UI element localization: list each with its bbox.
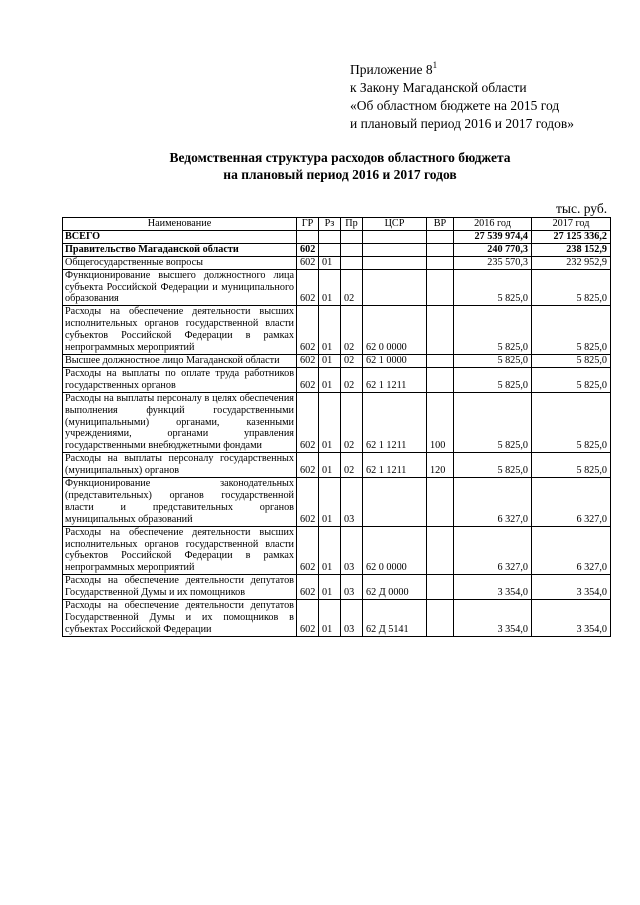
cell-2017: 5 825,0 — [532, 269, 611, 306]
cell-gr: 602 — [297, 600, 319, 637]
cell-rz: 01 — [319, 575, 341, 600]
cell-rz: 01 — [319, 392, 341, 453]
table-row — [63, 478, 611, 527]
cell-2016: 3 354,0 — [454, 600, 532, 637]
table-row — [63, 230, 611, 243]
budget-table — [62, 217, 611, 637]
cell-gr: 602 — [297, 354, 319, 367]
header-gr: ГР — [297, 218, 319, 231]
cell-pr: 02 — [341, 367, 363, 392]
cell-gr: 602 — [297, 269, 319, 306]
header-csr: ЦСР — [363, 218, 427, 231]
cell-csr: 62 0 0000 — [363, 306, 427, 355]
cell-gr: 602 — [297, 453, 319, 478]
cell-2017: 6 327,0 — [532, 478, 611, 527]
table-body — [63, 230, 611, 636]
table-row — [63, 526, 611, 575]
cell-csr: 62 1 1211 — [363, 392, 427, 453]
cell-2017: 5 825,0 — [532, 306, 611, 355]
cell-csr: 62 0 0000 — [363, 526, 427, 575]
table-row — [63, 306, 611, 355]
cell-2016: 27 539 974,4 — [454, 230, 532, 243]
cell-2017: 5 825,0 — [532, 392, 611, 453]
cell-vr — [427, 230, 454, 243]
cell-name: Расходы на обеспечение деятельности высших исполнительных органов государственной власти субъектов Российской Федерации в рамках непрограммных мероприятий — [63, 306, 297, 355]
annex-header — [350, 61, 574, 133]
table-row — [63, 575, 611, 600]
document-title-line-1: Ведомственная структура расходов областного бюджета — [169, 150, 511, 165]
cell-pr: 02 — [341, 269, 363, 306]
cell-rz: 01 — [319, 269, 341, 306]
cell-rz: 01 — [319, 478, 341, 527]
cell-pr: 03 — [341, 478, 363, 527]
table-row — [63, 269, 611, 306]
cell-csr — [363, 269, 427, 306]
cell-rz: 01 — [319, 526, 341, 575]
cell-vr — [427, 575, 454, 600]
cell-vr — [427, 367, 454, 392]
cell-2017: 3 354,0 — [532, 600, 611, 637]
cell-2017: 5 825,0 — [532, 367, 611, 392]
annex-law-title-line: «Об областном бюджете на 2015 год — [350, 98, 560, 113]
header-pr: Пр — [341, 218, 363, 231]
cell-vr — [427, 526, 454, 575]
cell-pr: 03 — [341, 600, 363, 637]
cell-rz: 01 — [319, 256, 341, 269]
cell-2016: 3 354,0 — [454, 575, 532, 600]
cell-2016: 6 327,0 — [454, 478, 532, 527]
cell-2017: 238 152,9 — [532, 243, 611, 256]
cell-2016: 235 570,3 — [454, 256, 532, 269]
cell-pr: 02 — [341, 306, 363, 355]
cell-2017: 3 354,0 — [532, 575, 611, 600]
cell-gr: 602 — [297, 243, 319, 256]
cell-gr — [297, 230, 319, 243]
cell-name: ВСЕГО — [63, 230, 297, 243]
cell-rz: 01 — [319, 306, 341, 355]
cell-pr: 02 — [341, 354, 363, 367]
table-header-row — [63, 218, 611, 231]
cell-rz — [319, 243, 341, 256]
cell-vr — [427, 354, 454, 367]
table-row — [63, 367, 611, 392]
annex-superscript: 1 — [432, 60, 438, 70]
cell-vr — [427, 600, 454, 637]
cell-gr: 602 — [297, 478, 319, 527]
document-title-line-2: на плановый период 2016 и 2017 годов — [223, 167, 457, 182]
cell-2017: 5 825,0 — [532, 354, 611, 367]
table-row — [63, 392, 611, 453]
cell-vr: 120 — [427, 453, 454, 478]
cell-2016: 5 825,0 — [454, 453, 532, 478]
cell-2016: 240 770,3 — [454, 243, 532, 256]
cell-name: Функционирование высшего должностного лица субъекта Российской Федерации и муниципального образования — [63, 269, 297, 306]
cell-pr: 03 — [341, 526, 363, 575]
annex-number-line — [350, 61, 574, 79]
cell-csr — [363, 256, 427, 269]
header-2017: 2017 год — [532, 218, 611, 231]
cell-rz — [319, 230, 341, 243]
cell-gr: 602 — [297, 575, 319, 600]
cell-csr: 62 Д 0000 — [363, 575, 427, 600]
table-row — [63, 243, 611, 256]
cell-2016: 5 825,0 — [454, 367, 532, 392]
cell-name: Расходы на обеспечение деятельности депутатов Государственной Думы и их помощников — [63, 575, 297, 600]
cell-name: Общегосударственные вопросы — [63, 256, 297, 269]
cell-2016: 5 825,0 — [454, 354, 532, 367]
cell-gr: 602 — [297, 256, 319, 269]
annex-number: Приложение 8 — [350, 62, 433, 77]
cell-csr: 62 1 1211 — [363, 367, 427, 392]
cell-gr: 602 — [297, 306, 319, 355]
table-row — [63, 453, 611, 478]
cell-csr — [363, 230, 427, 243]
cell-2016: 5 825,0 — [454, 269, 532, 306]
cell-gr: 602 — [297, 526, 319, 575]
cell-vr — [427, 243, 454, 256]
header-2016: 2016 год — [454, 218, 532, 231]
cell-pr — [341, 243, 363, 256]
units-label: тыс. руб. — [556, 201, 608, 216]
table-row — [63, 354, 611, 367]
annex-period-line: и плановый период 2016 и 2017 годов» — [350, 116, 575, 131]
cell-name: Расходы на выплаты по оплате труда работников государственных органов — [63, 367, 297, 392]
cell-pr: 02 — [341, 392, 363, 453]
cell-pr — [341, 230, 363, 243]
cell-2016: 5 825,0 — [454, 392, 532, 453]
cell-2017: 232 952,9 — [532, 256, 611, 269]
cell-rz: 01 — [319, 354, 341, 367]
cell-vr — [427, 306, 454, 355]
cell-vr: 100 — [427, 392, 454, 453]
cell-rz: 01 — [319, 367, 341, 392]
cell-name: Расходы на обеспечение деятельности высших исполнительных органов государственной власти субъектов Российской Федерации в рамках непрограммных мероприятий — [63, 526, 297, 575]
cell-name: Расходы на выплаты персоналу в целях обеспечения выполнения функций государственными (муниципальными) органами, казенными учреждениями, органами управления государственными внебюджетными фондами — [63, 392, 297, 453]
cell-pr: 02 — [341, 453, 363, 478]
cell-gr: 602 — [297, 367, 319, 392]
cell-csr: 62 1 1211 — [363, 453, 427, 478]
cell-2016: 6 327,0 — [454, 526, 532, 575]
cell-csr: 62 1 0000 — [363, 354, 427, 367]
cell-vr — [427, 269, 454, 306]
document-title — [40, 149, 640, 183]
cell-name: Правительство Магаданской области — [63, 243, 297, 256]
cell-name: Расходы на обеспечение деятельности депутатов Государственной Думы и их помощников в субъектах Российской Федерации — [63, 600, 297, 637]
cell-2017: 5 825,0 — [532, 453, 611, 478]
cell-name: Высшее должностное лицо Магаданской области — [63, 354, 297, 367]
cell-gr: 602 — [297, 392, 319, 453]
cell-vr — [427, 256, 454, 269]
cell-pr — [341, 256, 363, 269]
cell-csr: 62 Д 5141 — [363, 600, 427, 637]
cell-name: Функционирование законодательных (представительных) органов государственной власти и представительных органов муниципальных образований — [63, 478, 297, 527]
cell-2017: 6 327,0 — [532, 526, 611, 575]
header-rz: Рз — [319, 218, 341, 231]
cell-2016: 5 825,0 — [454, 306, 532, 355]
cell-rz: 01 — [319, 600, 341, 637]
annex-law-line: к Закону Магаданской области — [350, 80, 527, 95]
cell-rz: 01 — [319, 453, 341, 478]
header-name: Наименование — [63, 218, 297, 231]
table-row — [63, 600, 611, 637]
cell-csr — [363, 243, 427, 256]
header-vr: ВР — [427, 218, 454, 231]
cell-name: Расходы на выплаты персоналу государственных (муниципальных) органов — [63, 453, 297, 478]
table-row — [63, 256, 611, 269]
cell-vr — [427, 478, 454, 527]
cell-2017: 27 125 336,2 — [532, 230, 611, 243]
cell-pr: 03 — [341, 575, 363, 600]
cell-csr — [363, 478, 427, 527]
